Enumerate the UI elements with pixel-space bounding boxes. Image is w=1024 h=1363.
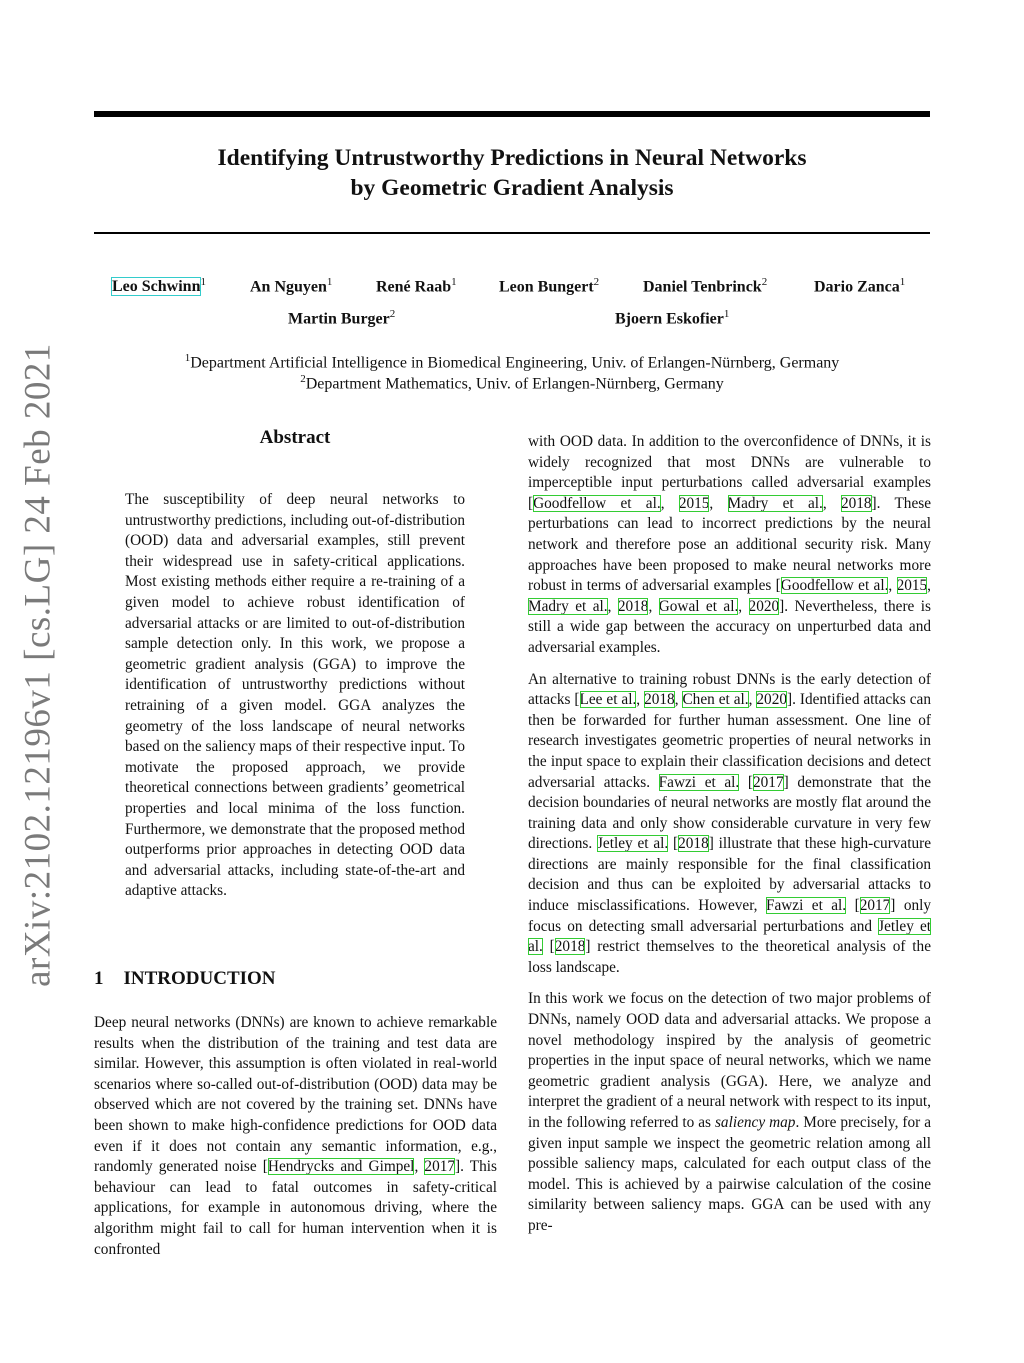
affiliation-mark: 2 <box>389 308 396 320</box>
text-span: , <box>648 597 659 615</box>
affiliation-text: Department Artificial Intelligence in Biomedical Engineering, Univ. of Erlangen-Nürnberg, Germany <box>190 354 840 372</box>
citation-year-link[interactable]: 2017 <box>753 773 784 791</box>
text-span: ] only focus on detecting small adversarial perturbations and <box>528 897 932 935</box>
emphasis-term: saliency map <box>714 1114 796 1131</box>
citation-year-link[interactable]: 2017 <box>424 1158 456 1176</box>
citation-link[interactable]: Goodfellow et al. <box>780 577 889 595</box>
author-link[interactable]: Leo Schwinn <box>112 278 201 296</box>
arxiv-id[interactable]: arXiv:2102.12196v1 [cs.LG] 24 Feb 2021 <box>17 343 59 987</box>
text-span: ]. Nevertheless, there is still a wide gap between the accuracy on unperturbed data and adversarial examples. <box>528 597 931 656</box>
citation-link[interactable]: Gowal et al. <box>658 597 739 615</box>
affiliation-mark: 1 <box>200 276 206 288</box>
author-dario-zanca <box>814 276 905 296</box>
text-span: , <box>709 494 728 512</box>
text-span: , <box>414 1158 425 1176</box>
paragraph <box>94 1013 497 1260</box>
citation-year-link[interactable]: 2020 <box>748 597 780 615</box>
text-span: [ <box>747 773 753 791</box>
citation-year-link[interactable]: 2015 <box>896 577 928 595</box>
abstract-body: The susceptibility of deep neural networks to untrustworthy predictions, including out-of-distribution (OOD) data and adversarial examples, still prevent their widespread use in safety-critical applications. Most existing methods either require a re-training of a given model to achieve robust identification of adversarial attacks or are limited to out-of-distribution sample detection only. In this work, we propose a geometric gradient analysis (GGA) to improve the identification of untrustworthy predictions without retraining of a given model. GGA analyzes the geometry of the loss landscape of neural networks based on the saliency maps of their respective input. To motivate the proposed approach, we provide theoretical connections between gradients’ geometrical properties and local minima of the loss function. Furthermore, we demonstrate that the proposed method outperforms prior approaches in detecting OOD data and adversarial attacks, including state-of-the-art and adaptive attacks. <box>125 491 465 900</box>
citation-link[interactable]: Goodfellow et al. <box>533 494 661 512</box>
text-span: ]. This behaviour can lead to fatal outcomes in safety-critical applications, for example in autonomous driving, where the algorithm might fail to call for human intervention when it is confronted <box>94 1158 497 1258</box>
text-span: ]. These perturbations can lead to incorrect predictions by the neural network and therefore pose an additional security risk. Many approaches have been proposed to make neural networks more robust in terms of adversarial examples [ <box>528 494 931 595</box>
author-bjoern-eskofier <box>615 308 729 328</box>
affiliation-mark: 2 <box>761 276 768 288</box>
text-span: , <box>660 494 679 512</box>
citation-link[interactable]: Fawzi et al. <box>765 897 847 915</box>
abstract-heading: Abstract <box>259 427 331 448</box>
citation-year-link[interactable]: 2018 <box>554 938 586 956</box>
citation-link[interactable]: Madry et al. <box>727 494 823 512</box>
affiliation-mark: 2 <box>593 276 600 288</box>
section-number: 1 <box>94 968 104 989</box>
affiliation-mark: 1 <box>899 276 906 288</box>
affiliation-2 <box>94 369 930 394</box>
text-span: Deep neural networks (DNNs) are known to achieve remarkable results when the distribution of the training and test data are similar. However, this assumption is often violated in real-world scenarios where so-called out-of-distribution (OOD) data may be observed which are not covered by the training set. DNNs have been shown to make high-confidence predictions for OOD data even if it does not contain any semantic information, e.g., randomly generated noise [ <box>94 1014 497 1176</box>
author-leo-schwinn <box>112 276 206 296</box>
text-span: [ <box>854 897 860 915</box>
text-span: [ <box>549 938 555 956</box>
author-martin-burger <box>288 308 395 328</box>
text-span: . More precisely, for a given input sample we inspect the geometric relation among all possible saliency maps, calculated for each output class of the model. This is achieved by a pairwise calculation of the cosine similarity between saliency maps. GGA can be used with any pre- <box>528 1114 931 1234</box>
citation-year-link[interactable]: 2020 <box>756 691 787 709</box>
citation-link[interactable]: Hendrycks and Gimpel <box>267 1158 415 1176</box>
text-span: An alternative to training robust DNNs is the early detection of attacks [ <box>528 670 931 709</box>
text-span: ] demonstrate that the decision boundaries of neural networks are mostly flat around the training data and only show considerable curvature in very few directions. <box>528 773 931 853</box>
paragraph <box>528 670 931 979</box>
citation-year-link[interactable]: 2017 <box>859 897 891 915</box>
affiliation-mark: 1 <box>451 276 457 288</box>
text-span: , <box>748 691 757 709</box>
author-name: René Raab <box>376 278 452 296</box>
author-an-nguyen <box>250 276 332 296</box>
text-span: , <box>674 691 683 709</box>
citation-link[interactable]: Jetley et al. <box>528 917 931 956</box>
citation-year-link[interactable]: 2018 <box>617 597 649 615</box>
arxiv-stamp <box>8 343 68 987</box>
citation-link[interactable]: Madry et al. <box>528 597 608 615</box>
affiliation-mark: 1 <box>326 276 333 288</box>
text-span: , <box>636 691 645 709</box>
section-heading-introduction <box>94 968 276 990</box>
section-title: INTRODUCTION <box>123 968 276 989</box>
text-span: ] restrict themselves to the theoretical analysis of the loss landscape. <box>528 938 931 976</box>
text-span: , <box>927 577 931 595</box>
author-rene-raab <box>376 276 457 296</box>
text-span: , <box>738 597 749 615</box>
intro-right-column <box>528 432 931 1248</box>
author-name: Leon Bungert <box>499 278 594 296</box>
citation-year-link[interactable]: 2018 <box>644 691 675 709</box>
citation-link[interactable]: Lee et al. <box>579 691 637 709</box>
text-span: , <box>888 577 897 595</box>
citation-link[interactable]: Fawzi et al. <box>658 773 740 791</box>
author-name: Daniel Tenbrinck <box>643 278 762 296</box>
text-span: , <box>607 597 618 615</box>
affiliation-number: 1 <box>184 352 191 364</box>
author-name: Dario Zanca <box>814 278 900 296</box>
citation-year-link[interactable]: 2018 <box>840 494 872 512</box>
citation-link[interactable]: Jetley et al. <box>596 835 669 853</box>
paragraph <box>528 989 931 1236</box>
text-span: In this work we focus on the detection of two major problems of DNNs, namely OOD data and adversarial attacks. We propose a novel methodology inspired by the analysis of geometric properties in the input space of neural networks, which we name geometric gradient analysis (GGA). Here, we analyze and interpret the gradient of a neural network with respect to its input, in the following referred to as <box>528 990 931 1131</box>
author-leon-bungert <box>499 276 599 296</box>
author-name: Bjoern Eskofier <box>615 310 724 328</box>
author-name: Martin Burger <box>288 310 390 328</box>
text-span: , <box>822 494 841 512</box>
top-rule <box>94 111 930 117</box>
author-name: An Nguyen <box>250 278 327 296</box>
citation-year-link[interactable]: 2018 <box>678 835 709 853</box>
citation-year-link[interactable]: 2015 <box>678 494 710 512</box>
affiliation-text: Department Mathematics, Univ. of Erlangen-Nürnberg, Germany <box>305 375 724 393</box>
author-daniel-tenbrinck <box>643 276 767 296</box>
paragraph <box>528 432 931 659</box>
text-span: ] illustrate that these high-curvature directions are mainly responsible for the final classification decision and thus can be exploited by adversarial attacks to induce misclassifications. However, <box>528 835 932 915</box>
intro-left-column <box>94 1013 497 1271</box>
title-line-2: by Geometric Gradient Analysis <box>350 175 674 201</box>
text-span: [ <box>673 835 679 853</box>
text-span: with OOD data. In addition to the overconfidence of DNNs, it is widely recognized that most DNNs are vulnerable to imperceptible input perturbations called adversarial examples [ <box>528 433 931 512</box>
citation-link[interactable]: Chen et al. <box>682 691 749 709</box>
affiliation-mark: 1 <box>723 308 730 320</box>
affiliation-number: 2 <box>300 373 306 385</box>
paper-title <box>94 143 930 203</box>
title-rule <box>94 232 930 234</box>
text-span: ]. Identified attacks can then be forwarded for further human assessment. One line of research investigates geometric properties of neural networks in the input space to explain their classification decisions and detect adversarial attacks. <box>528 691 931 791</box>
title-line-1: Identifying Untrustworthy Predictions in Neural Networks <box>217 145 807 171</box>
